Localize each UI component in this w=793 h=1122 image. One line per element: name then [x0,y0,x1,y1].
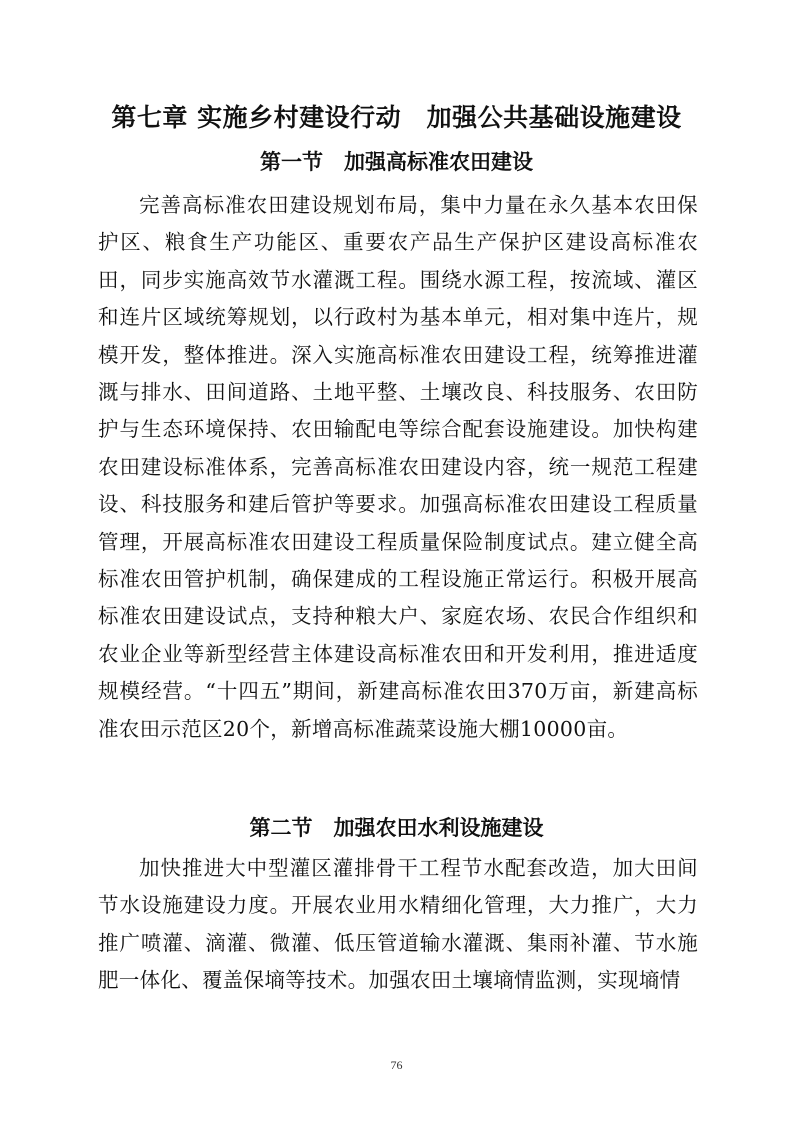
chapter-title: 第七章 实施乡村建设行动 加强公共基础设施建设 [111,103,682,132]
section-1-title: 第一节 加强高标准农田建设 [260,150,533,174]
page-number: 76 [390,1058,403,1072]
section-2-paragraph: 加快推进大中型灌区灌排骨干工程节水配套改造，加大田间节水设施建设力度。开展农业用水精细化管理，大力推广，大力推广喷灌、滴灌、微灌、低压管道输水灌溉、集雨补灌、节水施肥一体化、覆盖保墒等技术。加强农田土壤墒情监测，实现墒情 [98,856,698,993]
section-1-paragraph: 完善高标准农田建设规划布局，集中力量在永久基本农田保护区、粮食生产功能区、重要农产品生产保护区建设高标准农田，同步实施高效节水灌溉工程。围绕水源工程，按流域、灌区和连片区域统筹规划，以行政村为基本单元，相对集中连片，规模开发，整体推进。深入实施高标准农田建设工程，统筹推进灌溉与排水、田间道路、土地平整、土壤改良、科技服务、农田防护与生态环境保持、农田输配电等综合配套设施建设。加快构建农田建设标准体系，完善高标准农田建设内容，统一规范工程建设、科技服务和建后管护等要求。加强高标准农田建设工程质量管理，开展高标准农田建设工程质量保险制度试点。建立健全高标准农田管护机制，确保建成的工程设施正常运行。积极开展高标准农田建设试点，支持种粮大户、家庭农场、农民合作组织和农业企业等新型经营主体建设高标准农田和开发利用，推进适度规模经营。“十四五”期间，新建高标准农田370万亩，新建高标准农田示范区20个，新增高标准蔬菜设施大棚10000亩。 [98,193,698,741]
section-2-title: 第二节 加强农田水利设施建设 [249,816,544,840]
